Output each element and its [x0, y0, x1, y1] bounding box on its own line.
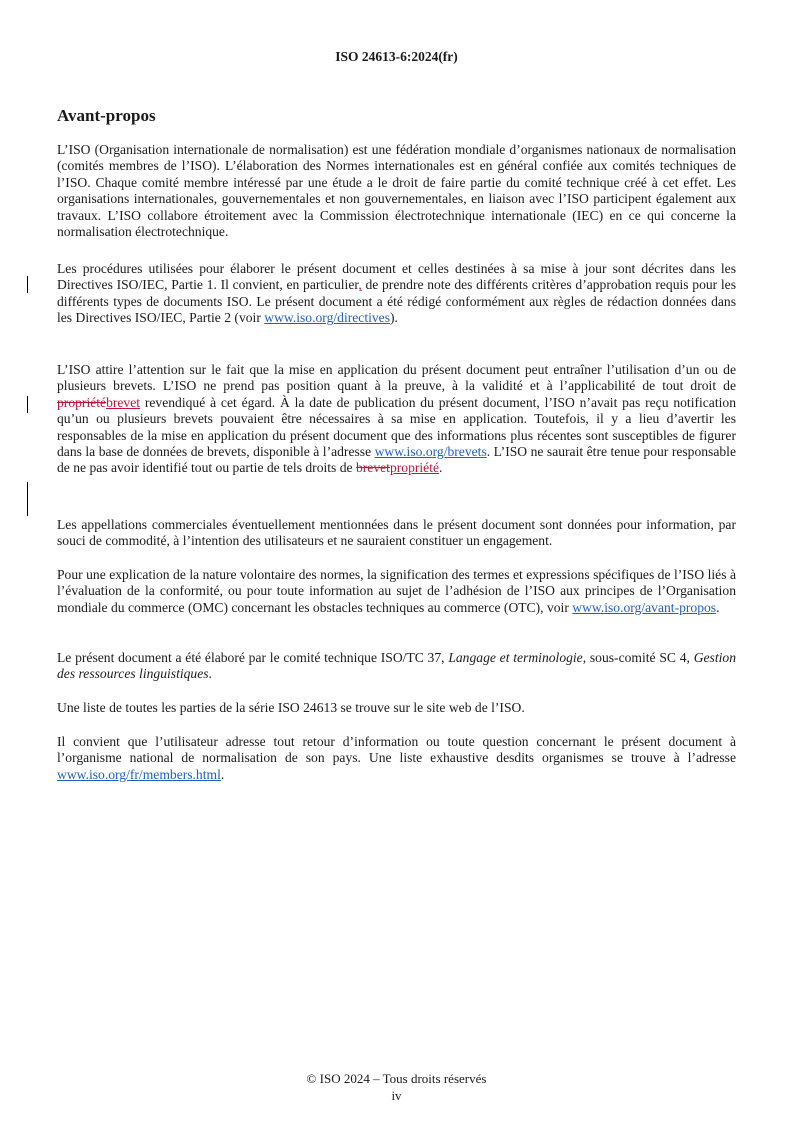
section-title: Avant-propos [57, 106, 156, 125]
change-bar [27, 396, 28, 413]
paragraph-patents [57, 362, 736, 477]
text: Il convient que l’utilisateur adresse tout retour d’information ou toute question concernant le présent document à l’organisme national de normalisation de son pays. Une liste exhaustive desdits organismes se trouve à l’adresse [57, 734, 736, 766]
inserted-text: propriété [389, 460, 440, 476]
text: L’ISO attire l’attention sur le fait que la mise en application du présent document peut entraîner l’utilisation d’un ou de plusieurs brevets. L’ISO ne prend pas position quant à la preuve, à la validité et à l’applicabilité de tout droit de [57, 362, 736, 394]
text: , sous-comité SC 4, [582, 650, 694, 665]
inserted-text: brevet [106, 394, 141, 410]
text: . [716, 599, 720, 615]
text: . [439, 460, 443, 476]
text: de prendre note des différents critères d’approbation requis pour les différents types de documents ISO. Le présent document a été rédigé conformément aux règles de rédaction données dans les Directives ISO/IEC, Partie 2 (voir [57, 277, 736, 326]
paragraph-procedures [57, 261, 736, 327]
text: Le présent document a été élaboré par le comité technique ISO/TC 37, [57, 650, 449, 665]
change-bar [27, 276, 28, 293]
copyright-footer: © ISO 2024 – Tous droits réservés [306, 1071, 487, 1086]
paragraph-voluntary-nature [57, 567, 736, 616]
deleted-text: propriété [57, 394, 107, 410]
link-avant-propos[interactable]: www.iso.org/avant-propos [572, 599, 717, 615]
link-directives[interactable]: www.iso.org/directives [264, 310, 390, 326]
text: . [208, 666, 212, 682]
text: Les procédures utilisées pour élaborer le présent document et celles destinées à sa mise à jour sont décrites dans les Directives ISO/IEC, Partie 1. Il convient, en particulier [57, 261, 736, 293]
subcommittee-name: Gestion des ressources linguistiques [57, 650, 736, 682]
page-number: iv [391, 1088, 402, 1103]
text: . L’ISO ne saurait être tenue pour responsable de ne pas avoir identifié tout ou partie de tels droits de [57, 444, 736, 476]
paragraph-feedback [57, 734, 736, 783]
committee-name: Langage et terminologie [448, 650, 583, 665]
text: ). [390, 310, 398, 326]
link-brevets[interactable]: www.iso.org/brevets [374, 444, 487, 460]
paragraph-trade-names: Les appellations commerciales éventuellement mentionnées dans le présent document sont données pour information, par souci de commodité, à l’intention des utilisateurs et ne sauraient constituer un engagement. [57, 517, 736, 549]
text: revendiqué à cet égard. À la date de publication du présent document, l’ISO n’avait pas reçu notification qu’un ou plusieurs brevets pouvaient être nécessaires à sa mise en application. Toutefois, il y a lieu d’avertir les responsables de la mise en application du présent document que des informations plus récentes sont susceptibles de figurer dans la base de données de brevets, disponible à l’adresse [57, 394, 736, 460]
deleted-text: brevet [355, 460, 390, 476]
text: Pour une explication de la nature volontaire des normes, la signification des termes et expressions spécifiques de l’ISO liés à l’évaluation de la conformité, ou pour toute information au sujet de l’adhésion de l’ISO aux principes de l’Organisation mondiale du commerce (OMC) concernant les obstacles techniques au commerce (OTC), voir [57, 567, 736, 615]
inserted-text: , [358, 277, 362, 293]
link-members[interactable]: www.iso.org/fr/members.html [57, 766, 221, 782]
change-bar [27, 482, 28, 516]
text: . [220, 766, 225, 782]
paragraph-series: Une liste de toutes les parties de la série ISO 24613 se trouve sur le site web de l’ISO. [57, 700, 525, 715]
paragraph-committee [57, 650, 736, 683]
paragraph-iso-intro: L’ISO (Organisation internationale de normalisation) est une fédération mondiale d’organismes nationaux de normalisation (comités membres de l’ISO). L’élaboration des Normes internationales est en général confiée aux comités techniques de l’ISO. Chaque comité membre intéressé par une étude a le droit de faire partie du comité technique créé à cet effet. Les organisations internationales, gouvernementales et non gouvernementales, en liaison avec l’ISO participent également aux travaux. L’ISO collabore étroitement avec la Commission électrotechnique internationale (IEC) en ce qui concerne la normalisation électrotechnique. [57, 142, 736, 240]
document-header: ISO 24613-6:2024(fr) [335, 49, 458, 64]
